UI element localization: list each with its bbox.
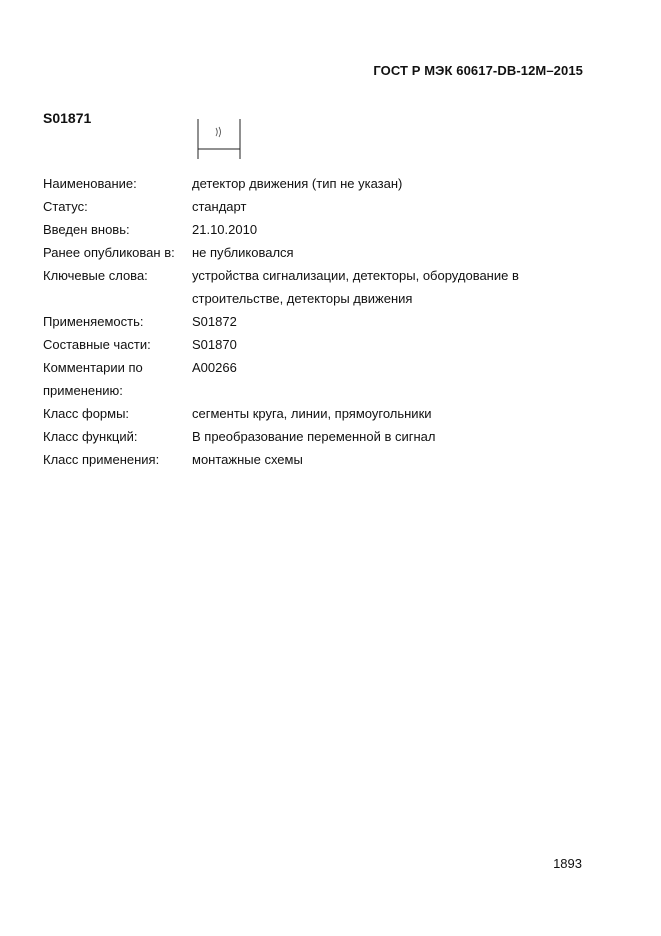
- field-row-application-class: [43, 448, 603, 471]
- standard-header: ГОСТ Р МЭК 60617-DB-12M–2015: [373, 63, 583, 78]
- field-row-keywords: [43, 264, 603, 310]
- field-value: S01870: [192, 337, 237, 352]
- entry-fields: [43, 172, 603, 471]
- page-number: 1893: [553, 856, 582, 871]
- field-row-components: [43, 333, 603, 356]
- field-label: Класс формы:: [43, 406, 130, 421]
- field-row-status: [43, 195, 603, 218]
- field-value: A00266: [192, 360, 237, 375]
- field-value: S01872: [192, 314, 237, 329]
- field-row-introduced: [43, 218, 603, 241]
- field-label: Класс применения:: [43, 452, 160, 467]
- field-label: Ключевые слова:: [43, 268, 148, 283]
- field-value: устройства сигнализации, детекторы, оборудование в строительстве, детекторы движения: [192, 268, 519, 306]
- field-row-comments: [43, 356, 603, 402]
- field-label: Класс функций:: [43, 429, 138, 444]
- field-value: детектор движения (тип не указан): [192, 176, 403, 191]
- field-row-published: [43, 241, 603, 264]
- field-label: Статус:: [43, 199, 88, 214]
- field-label: Введен вновь:: [43, 222, 130, 237]
- field-label: Ранее опубликован в:: [43, 245, 175, 260]
- field-value: стандарт: [192, 199, 247, 214]
- field-row-shape-class: [43, 402, 603, 425]
- field-value: монтажные схемы: [192, 452, 303, 467]
- field-row-applicability: [43, 310, 603, 333]
- field-value: не публиковался: [192, 245, 294, 260]
- field-row-name: [43, 172, 603, 195]
- symbol-code: S01871: [43, 110, 92, 126]
- field-label: Наименование:: [43, 176, 137, 191]
- motion-detector-symbol-icon: [197, 117, 241, 161]
- field-value: B преобразование переменной в сигнал: [192, 429, 436, 444]
- field-label: Составные части:: [43, 337, 151, 352]
- field-row-function-class: [43, 425, 603, 448]
- field-value: 21.10.2010: [192, 222, 258, 237]
- field-label: Применяемость:: [43, 314, 144, 329]
- field-value: сегменты круга, линии, прямоугольники: [192, 406, 432, 421]
- field-label: Комментарии по применению:: [43, 360, 143, 398]
